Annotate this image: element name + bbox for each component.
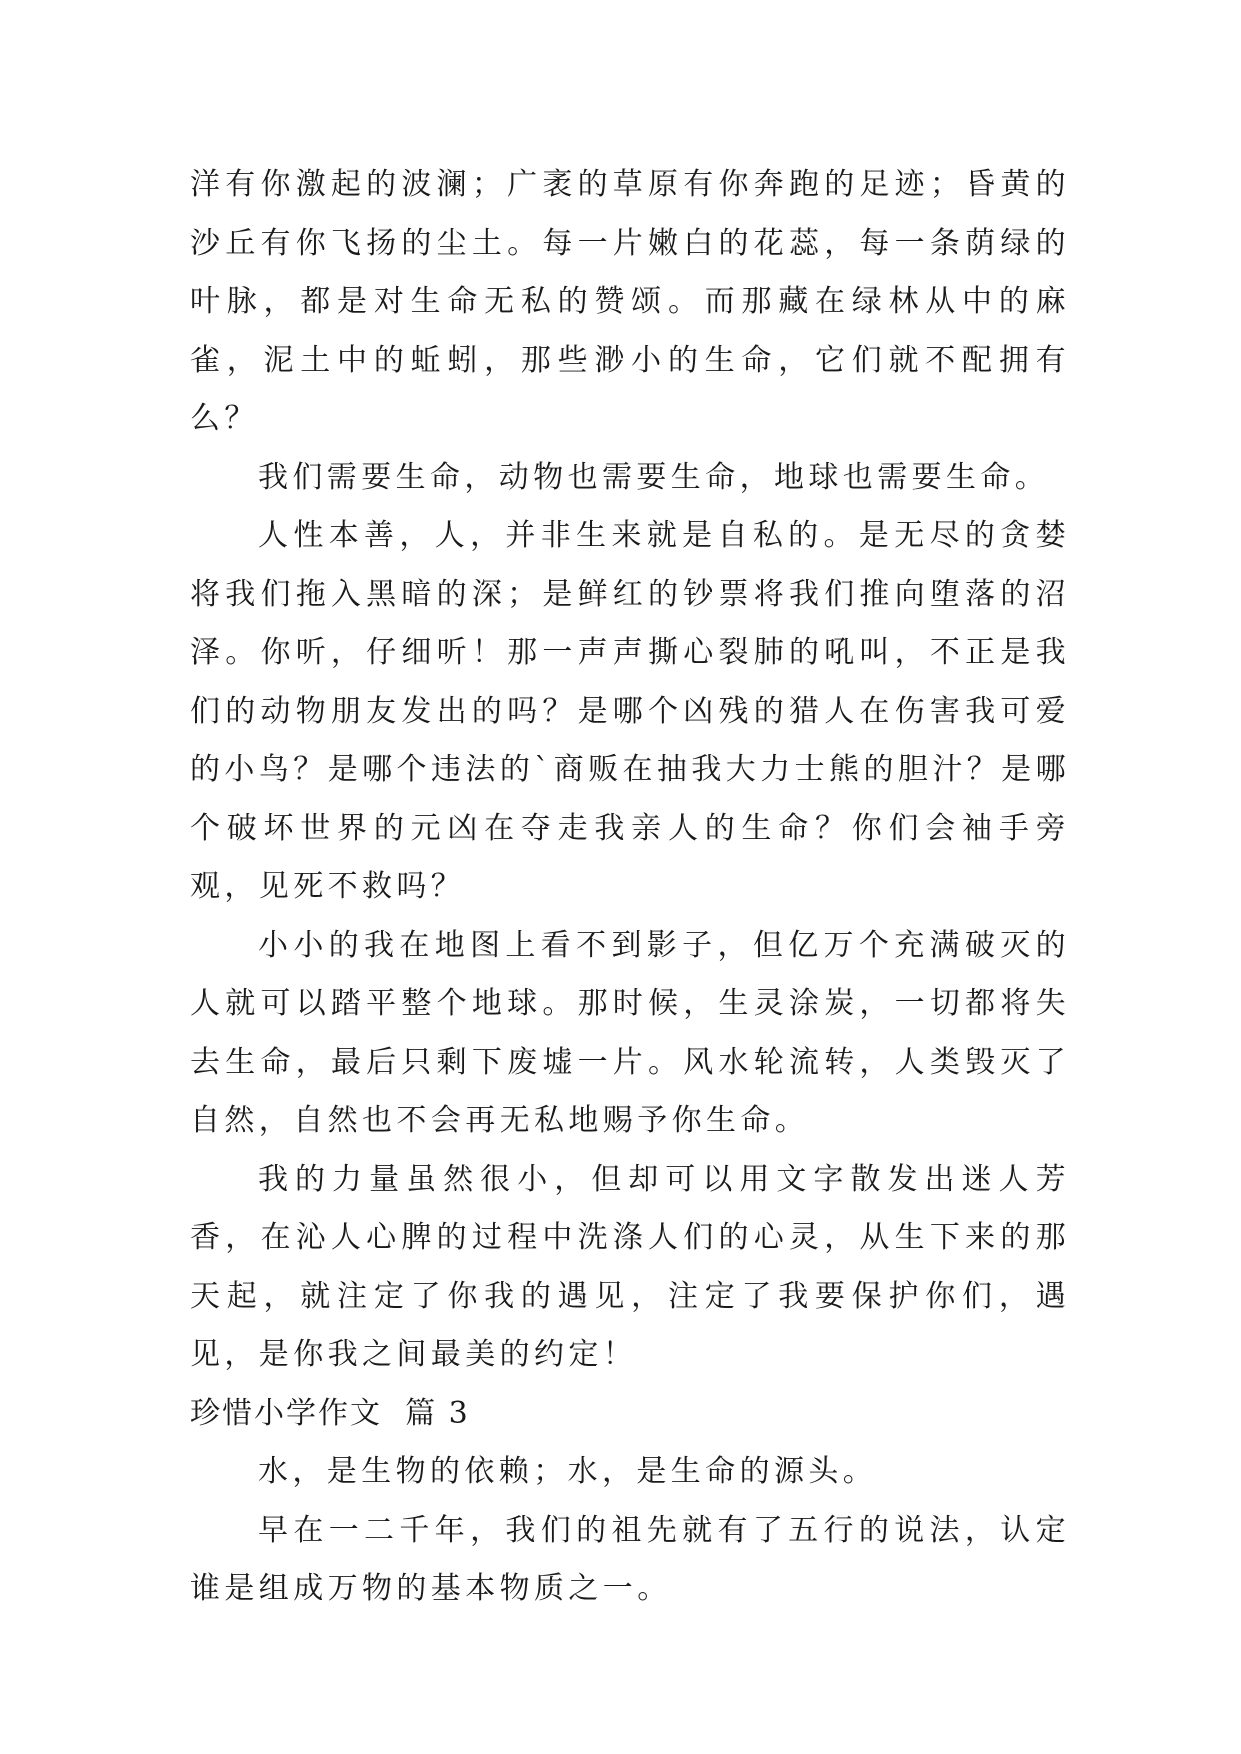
document-body	[190, 156, 1070, 1619]
paragraph-5: 我的力量虽然很小，但却可以用文字散发出迷人芳香，在沁人心脾的过程中洗涤人们的心灵，从生下来的那天起，就注定了你我的遇见，注定了我要保护你们，遇见，是你我之间最美的约定！	[190, 1161, 1070, 1372]
paragraph-2: 我们需要生命，动物也需要生命，地球也需要生命。	[258, 459, 1050, 495]
section-heading: 珍惜小学作文 篇 3	[190, 1395, 470, 1431]
paragraph-1: 洋有你激起的波澜；广袤的草原有你奔跑的足迹；昏黄的沙丘有你飞扬的尘土。每一片嫩白的花蕊，每一条荫绿的叶脉，都是对生命无私的赞颂。而那藏在绿林从中的麻雀，泥土中的蚯蚓，那些渺小的生命，它们就不配拥有么？	[190, 167, 1070, 436]
paragraph-4: 小小的我在地图上看不到影子，但亿万个充满破灭的人就可以踏平整个地球。那时候，生灵涂炭，一切都将失去生命，最后只剩下废墟一片。风水轮流转，人类毁灭了自然，自然也不会再无私地赐予你生命。	[190, 927, 1070, 1138]
paragraph-3: 人性本善，人，并非生来就是自私的。是无尽的贪婪将我们拖入黑暗的深；是鲜红的钞票将我们推向堕落的沼泽。你听，仔细听！那一声声撕心裂肺的吼叫，不正是我们的动物朋友发出的吗？是哪个凶残的猎人在伤害我可爱的小鸟？是哪个违法的`商贩在抽我大力士熊的胆汁？是哪个破坏世界的元凶在夺走我亲人的生命？你们会袖手旁观，见死不救吗？	[190, 518, 1070, 904]
paragraph-7: 早在一二千年，我们的祖先就有了五行的说法，认定谁是组成万物的基本物质之一。	[190, 1512, 1070, 1606]
paragraph-6: 水，是生物的依赖；水，是生命的源头。	[258, 1454, 878, 1489]
